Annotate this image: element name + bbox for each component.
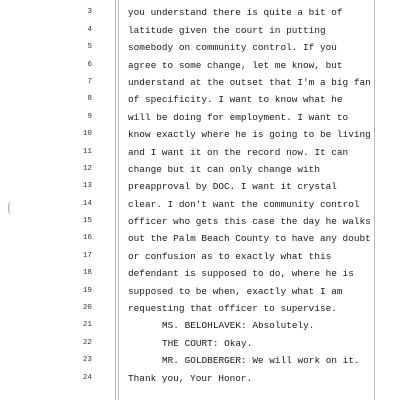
line-number: 3 <box>87 8 92 17</box>
line-text: and I want it on the record now. It can <box>128 146 349 158</box>
line-text: out the Palm Beach County to have any doubt <box>128 233 371 245</box>
line-number: 4 <box>87 25 92 34</box>
line-text: somebody on community control. If you <box>128 42 337 54</box>
transcript-line <box>0 265 400 282</box>
transcript-line <box>0 196 400 213</box>
transcript-line <box>0 4 400 21</box>
line-number: 5 <box>87 43 92 52</box>
line-text: THE COURT: Okay. <box>162 337 253 349</box>
transcript-line <box>0 57 400 74</box>
transcript-line <box>0 352 400 369</box>
line-text: latitude given the court in putting <box>128 24 326 36</box>
line-text: know exactly where he is going to be living <box>128 129 371 141</box>
transcript-line <box>0 91 400 108</box>
line-number: 6 <box>87 60 92 69</box>
transcript-line <box>0 178 400 195</box>
line-text: requesting that officer to supervise. <box>128 303 337 315</box>
line-text: change but it can only change with <box>128 163 320 175</box>
line-number: 23 <box>82 356 92 365</box>
transcript-line <box>0 39 400 56</box>
line-text: preapproval by DOC. I want it crystal <box>128 181 337 193</box>
line-text: agree to some change, let me know, but <box>128 59 343 71</box>
line-number: 13 <box>82 182 92 191</box>
transcript-line <box>0 213 400 230</box>
line-number: 12 <box>82 164 92 173</box>
line-number: 19 <box>82 286 92 295</box>
line-number: 24 <box>82 373 92 382</box>
transcript-line <box>0 144 400 161</box>
line-number: 16 <box>82 234 92 243</box>
transcript-line <box>0 22 400 39</box>
line-text: supposed to be when, exactly what I am <box>128 285 343 297</box>
transcript-line <box>0 126 400 143</box>
transcript-line <box>0 109 400 126</box>
line-number: 20 <box>82 304 92 313</box>
line-text: or confusion as to exactly what this <box>128 250 332 262</box>
transcript-line <box>0 230 400 247</box>
transcript-line <box>0 74 400 91</box>
transcript-line <box>0 283 400 300</box>
line-text: defendant is supposed to do, where he is <box>128 268 354 280</box>
line-text: officer who gets this case the day he walks <box>128 216 371 228</box>
line-number: 10 <box>82 130 92 139</box>
line-number: 8 <box>87 95 92 104</box>
line-number: 18 <box>82 269 92 278</box>
line-number: 22 <box>82 338 92 347</box>
transcript-line <box>0 300 400 317</box>
line-number: 21 <box>82 321 92 330</box>
line-text: MR. GOLDBERGER: We will work on it. <box>162 355 360 367</box>
transcript-line <box>0 370 400 387</box>
transcript-line <box>0 335 400 352</box>
transcript-line <box>0 317 400 334</box>
line-text: will be doing for employment. I want to <box>128 111 349 123</box>
line-number: 7 <box>87 77 92 86</box>
line-text: of specificity. I want to know what he <box>128 94 343 106</box>
line-text: understand at the outset that I'm a big fan <box>128 76 371 88</box>
line-number: 17 <box>82 251 92 260</box>
line-number: 15 <box>82 217 92 226</box>
line-number: 9 <box>87 112 92 121</box>
transcript-line <box>0 161 400 178</box>
line-number: 11 <box>82 147 92 156</box>
line-text: MS. BELOHLAVEK: Absolutely. <box>162 320 315 332</box>
line-text: Thank you, Your Honor. <box>128 372 253 384</box>
transcript-line <box>0 248 400 265</box>
line-text: you understand there is quite a bit of <box>128 7 343 19</box>
line-number: 14 <box>82 199 92 208</box>
line-text: clear. I don't want the community control <box>128 198 360 210</box>
